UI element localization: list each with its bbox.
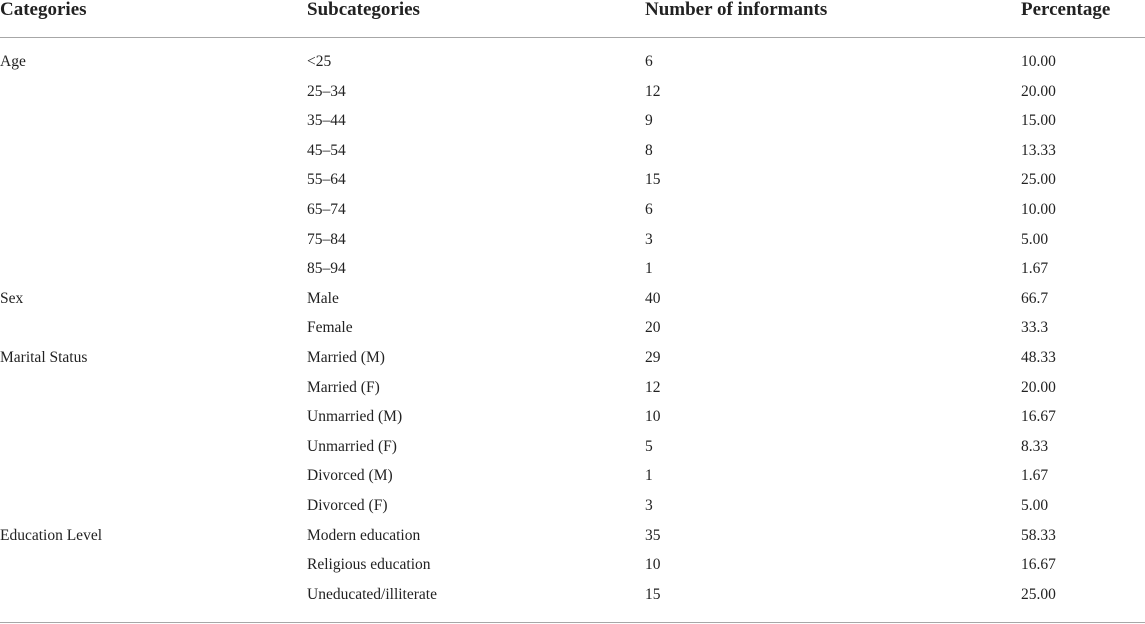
count-cell: 3 — [645, 496, 653, 514]
count-cell: 8 — [645, 141, 653, 159]
subcategory-cell: 35–44 — [307, 112, 346, 130]
subcategory-cell: 75–84 — [307, 230, 346, 248]
subcategory-cell: Unmarried (M) — [307, 408, 403, 426]
percentage-cell: 8.33 — [1021, 437, 1049, 455]
table-row — [0, 140, 1145, 170]
table-bottom-rule — [0, 622, 1145, 623]
table-row — [0, 554, 1145, 584]
table-row — [0, 199, 1145, 229]
subcategory-cell: Divorced (M) — [307, 467, 393, 485]
subcategory-cell: Uneducated/illiterate — [307, 585, 437, 603]
count-cell: 10 — [645, 408, 661, 426]
percentage-cell: 48.33 — [1021, 348, 1056, 366]
count-cell: 15 — [645, 171, 661, 189]
header-categories: Categories — [0, 0, 87, 20]
percentage-cell: 16.67 — [1021, 556, 1056, 574]
percentage-cell: 10.00 — [1021, 200, 1056, 218]
count-cell: 1 — [645, 260, 653, 278]
percentage-cell: 5.00 — [1021, 496, 1049, 514]
subcategory-cell: 55–64 — [307, 171, 346, 189]
table-row — [0, 436, 1145, 466]
category-cell: Sex — [0, 289, 24, 307]
subcategory-cell: <25 — [307, 53, 332, 70]
count-cell: 12 — [645, 378, 661, 396]
count-cell: 29 — [645, 348, 661, 366]
count-cell: 40 — [645, 289, 661, 307]
table-row — [0, 584, 1145, 614]
subcategory-cell: Modern education — [307, 526, 421, 544]
subcategory-cell: 25–34 — [307, 82, 346, 100]
subcategory-cell: 65–74 — [307, 200, 346, 218]
table-row — [0, 347, 1145, 377]
count-cell: 10 — [645, 556, 661, 574]
percentage-cell: 25.00 — [1021, 585, 1056, 603]
percentage-cell: 20.00 — [1021, 378, 1056, 396]
subcategory-cell: Married (M) — [307, 348, 385, 366]
table-row — [0, 317, 1145, 347]
subcategory-cell: Divorced (F) — [307, 496, 388, 514]
count-cell: 3 — [645, 230, 653, 248]
header-number-of-informants: Number of informants — [645, 0, 828, 20]
table-row — [0, 495, 1145, 525]
table-row — [0, 229, 1145, 259]
table-row — [0, 288, 1145, 318]
subcategory-cell: 45–54 — [307, 141, 346, 159]
percentage-cell: 10.00 — [1021, 53, 1056, 70]
count-cell: 5 — [645, 437, 653, 455]
header-subcategories: Subcategories — [307, 0, 420, 20]
category-cell: Age — [0, 53, 26, 70]
count-cell: 6 — [645, 53, 653, 70]
table-row — [0, 169, 1145, 199]
table-row — [0, 51, 1145, 81]
table-row — [0, 525, 1145, 555]
header-percentage: Percentage — [1021, 0, 1111, 20]
percentage-cell: 58.33 — [1021, 526, 1056, 544]
percentage-cell: 16.67 — [1021, 408, 1056, 426]
count-cell: 6 — [645, 200, 653, 218]
count-cell: 12 — [645, 82, 661, 100]
subcategory-cell: Male — [307, 289, 339, 307]
table-header-row — [0, 0, 1145, 38]
table-row — [0, 81, 1145, 111]
subcategory-cell: 85–94 — [307, 260, 346, 278]
subcategory-cell: Female — [307, 319, 353, 337]
percentage-cell: 66.7 — [1021, 289, 1049, 307]
subcategory-cell: Married (F) — [307, 378, 380, 396]
percentage-cell: 20.00 — [1021, 82, 1056, 100]
percentage-cell: 1.67 — [1021, 467, 1049, 485]
table-row — [0, 465, 1145, 495]
table-row — [0, 377, 1145, 407]
category-cell: Education Level — [0, 526, 102, 544]
table-row — [0, 110, 1145, 140]
table-row — [0, 258, 1145, 288]
subcategory-cell: Religious education — [307, 556, 431, 574]
percentage-cell: 13.33 — [1021, 141, 1056, 159]
percentage-cell: 33.3 — [1021, 319, 1049, 337]
subcategory-cell: Unmarried (F) — [307, 437, 397, 455]
percentage-cell: 5.00 — [1021, 230, 1049, 248]
category-cell: Marital Status — [0, 348, 88, 366]
count-cell: 35 — [645, 526, 661, 544]
count-cell: 20 — [645, 319, 661, 337]
count-cell: 1 — [645, 467, 653, 485]
percentage-cell: 15.00 — [1021, 112, 1056, 130]
table-body — [0, 38, 1145, 613]
percentage-cell: 1.67 — [1021, 260, 1049, 278]
count-cell: 9 — [645, 112, 653, 130]
count-cell: 15 — [645, 585, 661, 603]
percentage-cell: 25.00 — [1021, 171, 1056, 189]
table-row — [0, 406, 1145, 436]
